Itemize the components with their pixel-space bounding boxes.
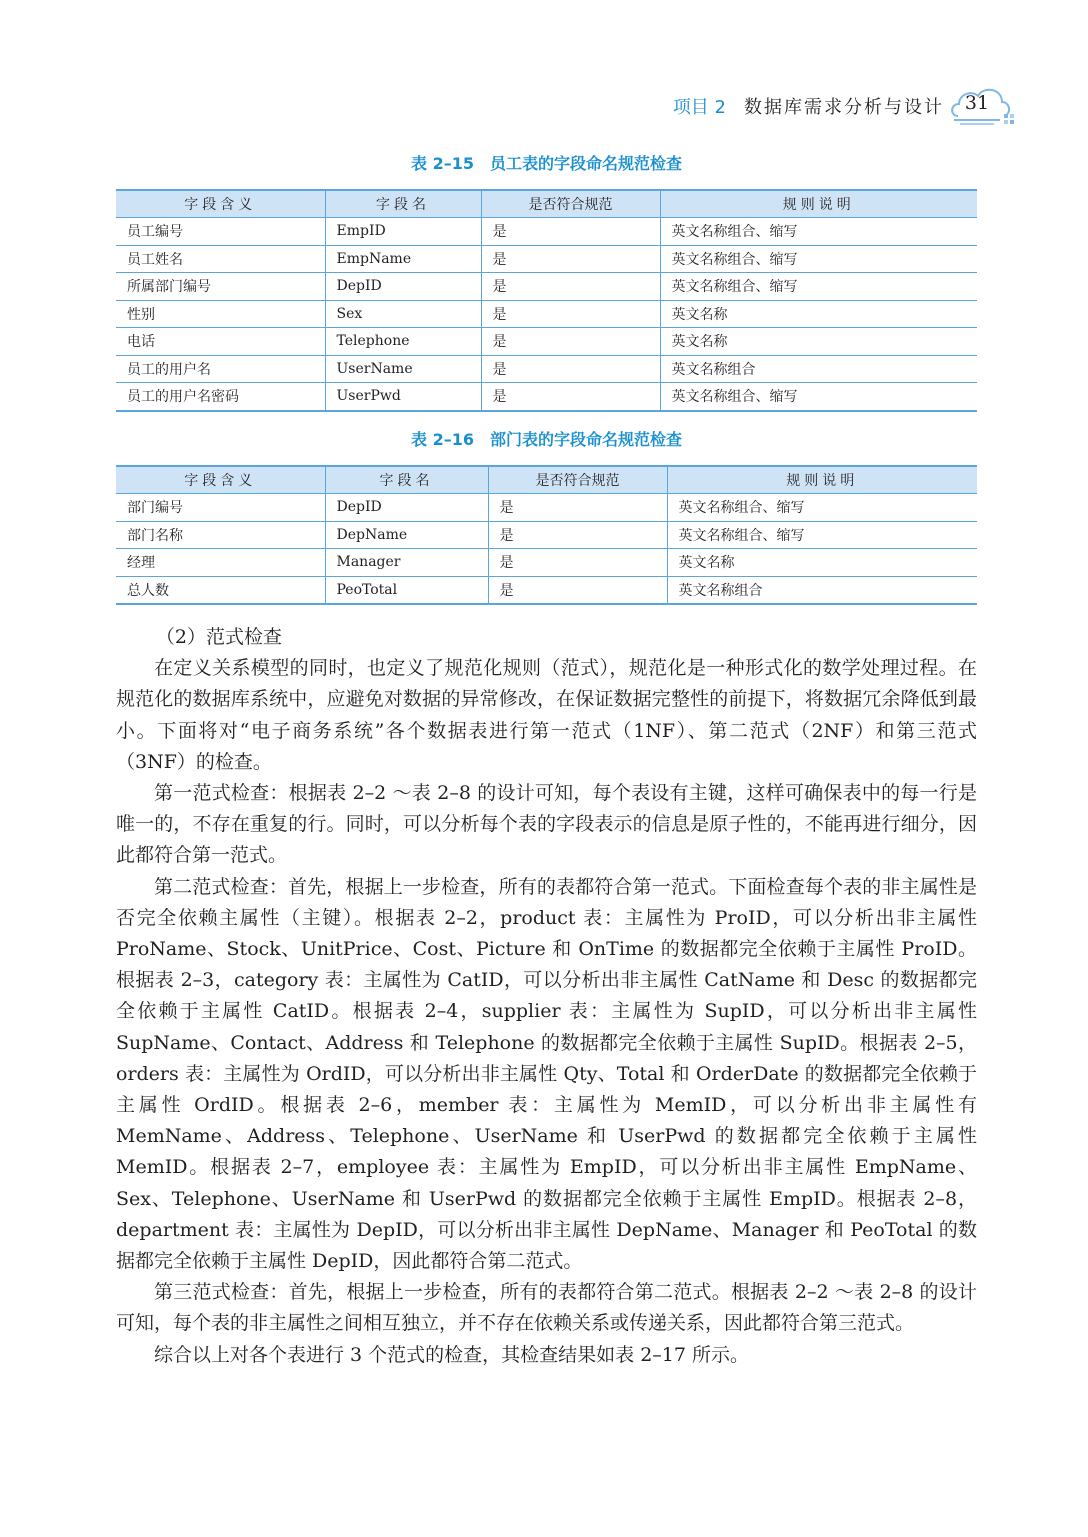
page-number: 31 [964,92,990,114]
column-header: 规则说明 [660,190,977,218]
table-cell: 是 [488,521,667,549]
page-header [673,86,1016,126]
table-2-15 [116,189,977,412]
column-header: 字段名 [325,466,488,494]
table-cell: 是 [481,273,660,301]
table-cell: UserName [325,355,481,383]
table-cell: 英文名称组合 [667,576,977,604]
table-cell: 英文名称组合、缩写 [660,218,977,246]
table-cell: 是 [481,328,660,356]
paragraph-1nf-check: 第一范式检查：根据表 2–2 ～表 2–8 的设计可知，每个表设有主键，这样可确保表中的每一行是唯一的，不存在重复的行。同时，可以分析每个表的字段表示的信息是原子性的，不能再进行细分，因此都符合第一范式。 [116,782,977,867]
table-cell: 是 [488,494,667,522]
table-row [116,328,977,356]
header-chapter-title: 数据库需求分析与设计 [744,97,944,118]
table-cell: 所属部门编号 [116,273,325,301]
table-row [116,245,977,273]
section-subheading: （2）范式检查 [155,626,282,648]
table-2-16 [116,465,977,605]
column-header: 字段含义 [116,466,325,494]
table-cell: 员工编号 [116,218,325,246]
table-header-row [116,190,977,218]
column-header: 是否符合规范 [481,190,660,218]
table-cell: 英文名称组合、缩写 [660,383,977,411]
paragraph-intro: 在定义关系模型的同时，也定义了规范化规则（范式），规范化是一种形式化的数学处理过程。在规范化的数据库系统中，应避免对数据的异常修改，在保证数据完整性的前提下，将数据冗余降低到最小。下面将对“电子商务系统”各个数据表进行第一范式（1NF）、第二范式（2NF）和第三范式（3NF）的检查。 [116,657,977,773]
table-row [116,549,977,577]
table-cell: DepName [325,521,488,549]
table-cell: PeoTotal [325,576,488,604]
table-cell: 是 [481,218,660,246]
table-cell: 英文名称组合、缩写 [660,245,977,273]
table-cell: 英文名称 [667,549,977,577]
table-cell: 是 [481,245,660,273]
table-cell: 是 [488,576,667,604]
body-text [116,622,977,1371]
table-row [116,300,977,328]
table-cell: 是 [481,300,660,328]
table-cell: 英文名称 [660,300,977,328]
table-cell: 英文名称组合、缩写 [660,273,977,301]
table-cell: 部门名称 [116,521,325,549]
table-row [116,355,977,383]
column-header: 规则说明 [667,466,977,494]
table-cell: DepID [325,494,488,522]
table-row [116,383,977,411]
header-project-label: 项目 2 [672,97,726,118]
table-cell: Manager [325,549,488,577]
paragraph-summary: 综合以上对各个表进行 3 个范式的检查，其检查结果如表 2–17 所示。 [154,1343,750,1366]
table-cell: 英文名称组合、缩写 [667,521,977,549]
table-cell: EmpName [325,245,481,273]
table-cell: Sex [325,300,481,328]
table-cell: 英文名称组合 [660,355,977,383]
table-cell: 英文名称 [660,328,977,356]
table-cell: 电话 [116,328,325,356]
table-cell: 经理 [116,549,325,577]
table-header-row [116,466,977,494]
table-row [116,494,977,522]
table-cell: 员工的用户名 [116,355,325,383]
table-cell: UserPwd [325,383,481,411]
table-cell: 是 [481,383,660,411]
column-header: 字段名 [325,190,481,218]
table-cell: 是 [488,549,667,577]
table-cell: EmpID [325,218,481,246]
table-cell: DepID [325,273,481,301]
table-2-15-caption: 表 2–15 员工表的字段命名规范检查 [411,154,682,173]
table-cell: 英文名称组合、缩写 [667,494,977,522]
page-number-badge [950,86,1016,126]
table-row [116,273,977,301]
table-cell: 总人数 [116,576,325,604]
table-cell: 部门编号 [116,494,325,522]
table-cell: 是 [481,355,660,383]
table-row [116,576,977,604]
column-header: 是否符合规范 [488,466,667,494]
table-2-16-caption: 表 2–16 部门表的字段命名规范检查 [411,430,682,449]
paragraph-3nf-check: 第三范式检查：首先，根据上一步检查，所有的表都符合第二范式。根据表 2–2 ～表 2–8 的设计可知，每个表的非主属性之间相互独立，并不存在依赖关系或传递关系，因此都符合第三范式。 [116,1281,977,1335]
table-row [116,521,977,549]
table-cell: 员工的用户名密码 [116,383,325,411]
paragraph-2nf-check: 第二范式检查：首先，根据上一步检查，所有的表都符合第一范式。下面检查每个表的非主属性是否完全依赖主属性（主键）。根据表 2–2，product 表：主属性为 ProID，可以分析出非主属性 ProName、Stock、UnitPrice、Cost、Picture 和 OnTime 的数据都完全依赖于主属性 ProID。根据表 2–3，category 表：主属性为 CatID，可以分析出非主属性 CatName 和 Desc 的数据都完全依赖于主属性 CatID。根据表 2–4，supplier 表：主属性为 SupID，可以分析出非主属性 SupName、Contact、Address 和 Telephone 的数据都完全依赖于主属性 SupID。根据表 2–5，orders 表：主属性为 OrdID，可以分析出非主属性 Qty、Total 和 OrderDate 的数据都完全依赖于主属性 OrdID。根据表 2–6，member 表：主属性为 MemID，可以分析出非主属性有 MemName、Address、Telephone、UserName 和 UserPwd 的数据都完全依赖于主属性 MemID。根据表 2–7，employee 表：主属性为 EmpID，可以分析出非主属性 EmpName、Sex、Telephone、UserName 和 UserPwd 的数据都完全依赖于主属性 EmpID。根据表 2–8，department 表：主属性为 DepID，可以分析出非主属性 DepName、Manager 和 PeoTotal 的数据都完全依赖于主属性 DepID，因此都符合第二范式。 [116,875,977,1273]
table-cell: 性别 [116,300,325,328]
table-row [116,218,977,246]
table-cell: Telephone [325,328,481,356]
column-header: 字段含义 [116,190,325,218]
table-cell: 员工姓名 [116,245,325,273]
